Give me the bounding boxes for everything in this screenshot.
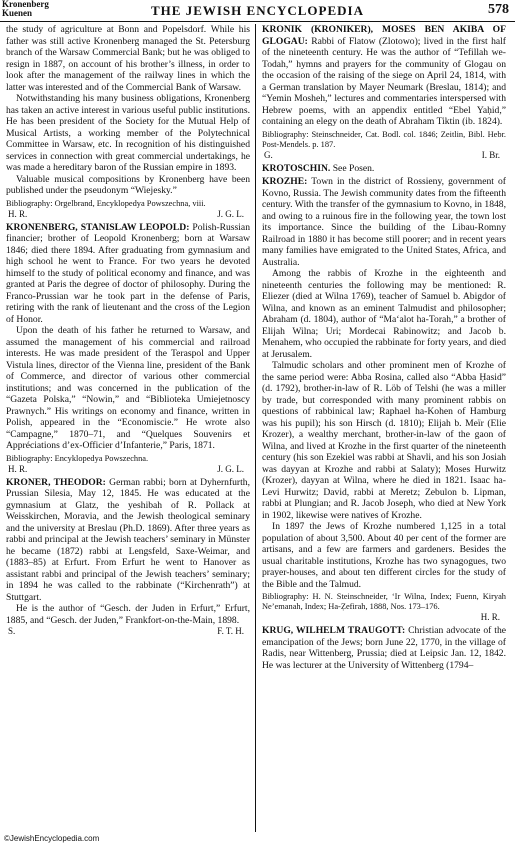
entry-heading: KRONENBERG, STANISLAW LEOPOLD: <box>6 221 190 233</box>
signature-line <box>6 626 250 637</box>
entry-heading: KRONER, THEODOR: <box>6 476 106 488</box>
paragraph: Talmudic scholars and other prominent men of Krozhe of the same period were: Abba Rosina, called also “Abba Ḥasid” (d. 1792), brother-in-law of R. Löb of Telshi (he was a miller by trade, but corresponded with many prominent rabbis on questions of rabbinical law; Raphael ha-Kohen of Hamburg was his pupil); his son Hirsch (d. 1810); Elijah b. Meïr (Elie Krozer), a wealthy merchant, brother-in-law of the gaon of Wilna, and lived at Krozhe in the first quarter of the nineteenth century (his son Ezekiel was rabbi at Shavli, and his son Josiah was dayyan at Krozhe and rabbi at Salaty); Moses Hurwitz (Krozer), dayyan at Wilna, where he died in 1821. Isaac ha-Levi Hurwitz; David, rabbi at Meretz; Zebulon b. Lipman, rabbi at Plungian; and R. Jacob Joseph, who died at New York in 1902, likewise were natives of Krozhe. <box>262 360 506 521</box>
entry-heading: KROTOSCHIN. <box>262 162 331 174</box>
entry-krotoschin <box>262 163 506 175</box>
paragraph: the study of agriculture at Bonn and Popelsdorf. While his father was still active Kronenberg managed the St. Petersburg branch of the Warsaw Commercial Bank; but he was obliged to resign in 1887, on account of his brother’s illness, in order to look after the management of the railway lines in which the latter was interested and of the Commercial Bank of Warsaw. <box>6 24 250 93</box>
guide-word-last: Kuenen <box>2 8 33 18</box>
entry-heading: KRUG, WILHELM TRAUGOTT: <box>262 625 406 636</box>
signature-left: H. R. <box>8 208 28 219</box>
entry-text: Christian advocate of the emancipation of the Jews; born June 22, 1770, in the village of Radis, near Wittenberg, Prussia; died at Leipsic Jan. 12, 1842. He was lecturer at the University of Wittenberg (1794– <box>262 625 506 671</box>
paragraph: In 1897 the Jews of Krozhe numbered 1,125 in a total population of about 3,500. About 40 per cent of the former are artisans, and a few are farmers and gardeners. Besides the usual charitable institutions, Krozhe has two synagogues, two prayer-houses, and about ten different circles for the study of the Bible and the Talmud. <box>262 521 506 590</box>
left-column <box>6 24 250 638</box>
paragraph: Among the rabbis of Krozhe in the eighteenth and nineteenth centuries the following may be mentioned: R. Eliezer (died at Wilna 1769), teacher of Samuel b. Abigdor of Wilna, and known as an eminent Talmudist and philosopher; Abraham (d. 1804), author of “Ma‘alot ha-Torah,” a brother of Elijah Wilna; Uri; Mordecai Rabinowitz; and Jacob b. Menahem, who occupied the rabbinate for forty years, and died at Jerusalem. <box>262 268 506 360</box>
signature-right: F. T. H. <box>217 626 244 636</box>
paragraph: Valuable musical compositions by Kronenberg have been published under the pseudonym “Wiejesky.” <box>6 173 250 196</box>
source-credit: ©JewishEncyclopedia.com <box>4 834 100 843</box>
entry-heading: KRONIK (KRONIKER), MOSES BEN AKIBA OF GLOGAU: <box>262 24 506 47</box>
paragraph: Notwithstanding his many business obligations, Kronenberg has taken an active interest in various useful public institutions. He has been president of the Society for the Mutual Help of Musical Artists, a working member of the Polytechnical Committee in Warsaw, etc. In recognition of his distinguished services in connection with great commercial undertakings, he was made a hereditary baron of the Russian empire in 1893. <box>6 93 250 173</box>
signature-right: J. G. L. <box>217 208 244 219</box>
signature-line <box>262 150 506 161</box>
signature-left: G. <box>264 149 273 160</box>
page-title: THE JEWISH ENCYCLOPEDIA <box>151 3 364 18</box>
bibliography: Bibliography: H. N. Steinschneider, ‘Ir Wilna, Index; Fuenn, Kiryah Ne’emanah, Index; Ha-Ẓefirah, 1888, Nos. 173–176. <box>262 592 506 611</box>
entry-kronenberg-stanislaw <box>6 222 250 326</box>
entry-heading: KROZHE: <box>262 176 308 187</box>
entry-krug-wilhelm <box>262 625 506 671</box>
bibliography: Bibliography: Orgelbrand, Encyklopedya Powszechna, viii. <box>6 198 206 208</box>
guide-word-first: Kronenberg <box>2 0 49 9</box>
entry-text: Rabbi of Flatow (Zlotowo); lived in the first half of the nineteenth century. He was the author of “Tefillah we-Todah,” hymns and prayers for the community of Glogau on the occasion of the raising of the siege on April 24, 1814, with a German translation by Mayer Neumark (Breslau, 1814); and “Yemin Mosheh,” lectures and commentaries interspersed with Hebrew poems, with an appendix entitled “Ebel Yaḥid,” containing an elegy on the death of Abraham Tiktin (ib. 1824). <box>262 35 506 127</box>
entry-kronik-moses <box>262 24 506 128</box>
entry-text: Town in the district of Rossieny, government of Kovno, Russia. The Jewish community dates from the fifteenth century. With the transfer of the gymnasium to Kovno, in 1848, and owing to a ruinous fire in the following year, the town lost its importance. Since the building of the Libau-Romny Railroad in 1880 it has become still poorer; and in recent years many families have emigrated to the United States, Africa, and Australia. <box>262 176 506 268</box>
column-divider <box>255 24 256 832</box>
signature-right: J. G. L. <box>217 463 244 474</box>
bibliography: Bibliography: Encyklopedya Powszechna. <box>6 453 149 463</box>
entry-text: German rabbi; born at Dyhernfurth, Prussian Silesia, May 12, 1845. He was educated at the gymnasium at Glatz, the yeshibah of R. Pollack at Weisskirchen, Moravia, and the Jewish theological seminary and the university at Breslau (Ph.D. 1869). After three years as rabbi and principal at the Jewish teachers’ seminary in Münster he became (1872) rabbi at Lengsfeld, Saxe-Weimar, and (1883–85) at Erfurt. From Erfurt he went to Hanover as assistant rabbi and principal of the Jewish teachers’ seminary; in 1894 he was called to the rabbinate (“Kirchenrath”) at Stuttgart. <box>6 476 250 603</box>
paragraph: Upon the death of his father he returned to Warsaw, and assumed the management of his commercial and railroad interests. He was made president of the Teraspol and Upper Vistula lines, director of the Vienna line, president of the Bank of Commerce, and director of various other commercial institutions; and was concerned in the publication of the “Gazeta Polska,” “Nowin,” and “Biblioteka Umiejetnoscy Prawnych.” His writings on economy and finance, written in Polish, appeared in the “Economiscie.” He wrote also “Campagne,” 1870–71, and “Quelques Souvenirs et Appréciations d’ex-Officier d’Infanterie,” Paris, 1871. <box>6 325 250 451</box>
entry-krozhe <box>262 176 506 268</box>
signature-line <box>6 464 250 475</box>
cross-reference: See Posen. <box>330 162 375 174</box>
entry-text: Polish-Russian financier; brother of Leopold Kronenberg; born at Warsaw 1846; died there 1894. After graduating from gymnasium and high school he went to France. For two years he devoted himself to the study of political economy and finance, and was granted at Paris the degree of doctor of philosophy. During the Franco-Prussian war he took part in the defense of Paris, retiring with the rank of lieutenant and the cross of the Legion of Honor. <box>6 221 250 325</box>
header-rule <box>0 21 515 22</box>
signature-right: I. Br. <box>481 149 500 160</box>
signature-right: H. R. <box>480 612 500 622</box>
right-column <box>262 24 506 671</box>
signature-line <box>6 209 250 220</box>
bibliography: Bibliography: Steinschneider, Cat. Bodl. col. 1846; Zeitlin, Bibl. Hebr. Post-Mendels. p. 187. <box>262 129 506 149</box>
signature-left: S. <box>8 626 16 636</box>
paragraph: He is the author of “Gesch. der Juden in Erfurt,” Erfurt, 1885, and “Gesch. der Juden,” Frankfort-on-the-Main, 1898. <box>6 603 250 626</box>
entry-kroner-theodor <box>6 477 250 604</box>
page-number: 578 <box>488 2 509 17</box>
signature-left: H. R. <box>8 463 28 474</box>
page-header <box>0 0 515 22</box>
